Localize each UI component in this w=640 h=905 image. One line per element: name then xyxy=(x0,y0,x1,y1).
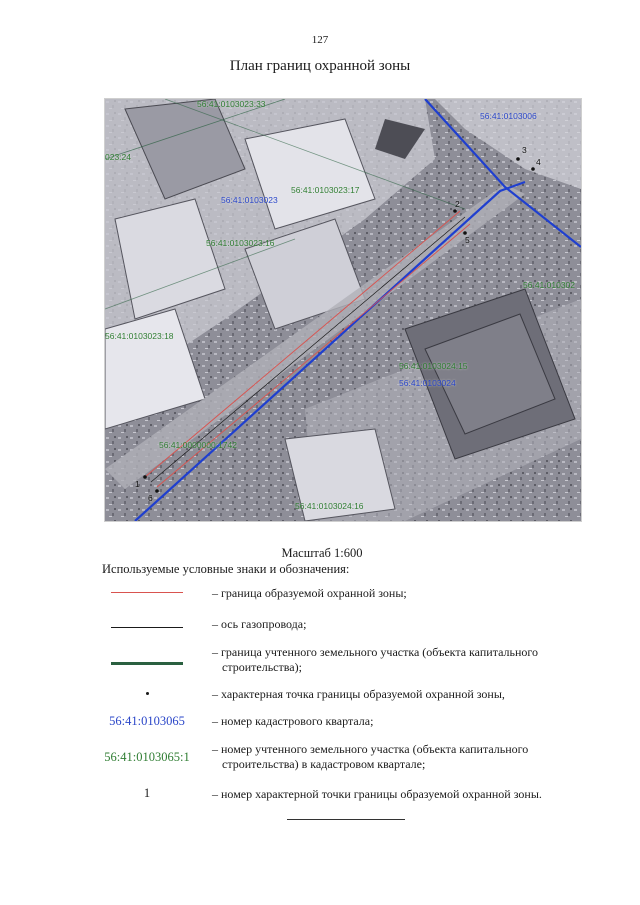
quarter-label: 56:41:0103023 xyxy=(221,195,278,205)
legend-item-text: – номер характерной точки границы образуемой охранной зоны. xyxy=(212,787,542,801)
footer-rule xyxy=(287,819,405,820)
page-number: 127 xyxy=(311,34,329,46)
point-number: 1 xyxy=(135,479,140,489)
parcel-label: 56:41:0103023:17 xyxy=(291,185,360,195)
point-number: 6 xyxy=(148,493,153,503)
legend-symbol-point xyxy=(92,692,202,695)
map-scale: Масштаб 1:600 xyxy=(281,546,363,560)
legend-sample-parcel: 56:41:0103065:1 xyxy=(104,750,190,764)
legend-symbol-parcel-line xyxy=(92,662,202,665)
legend-item-text: – граница учтенного земельного участка (объекта капитального строительства); xyxy=(212,645,539,674)
point-number: 2 xyxy=(455,199,460,209)
legend-item-text: – номер кадастрового квартала; xyxy=(212,714,374,728)
map-canvas xyxy=(105,99,581,521)
point-number: 4 xyxy=(536,157,541,167)
legend-sample-quarter: 56:41:0103065 xyxy=(109,714,185,728)
legend-heading: Используемые условные знаки и обозначения: xyxy=(102,562,350,576)
legend-item-text: – номер учтенного земельного участка (объекта капитального строительства) в кадастровом квартале; xyxy=(212,742,529,771)
parcel-label: 56:41:0000000:1742 xyxy=(159,440,237,450)
legend-symbol-red-line xyxy=(92,592,202,593)
quarter-label: 56:41:0103024 xyxy=(399,378,456,388)
parcel-label: 56:41:0103023:18 xyxy=(105,331,174,341)
page-title: План границ охранной зоны xyxy=(229,58,411,74)
legend-sample-point-number: 1 xyxy=(143,786,151,800)
point-number: 3 xyxy=(522,145,527,155)
quarter-label: 56:41:0103006 xyxy=(480,111,537,121)
boundary-point xyxy=(143,475,147,479)
boundary-point xyxy=(155,489,159,493)
legend-item-text: – ось газопровода; xyxy=(212,617,307,631)
legend-item-text: – граница образуемой охранной зоны; xyxy=(212,586,407,600)
parcel-label: 56:41:010302 xyxy=(523,280,575,290)
point-number: 5 xyxy=(465,235,470,245)
legend-symbol-axis-line xyxy=(92,627,202,628)
parcel-label: 56:41:0103024:16 xyxy=(295,501,364,511)
parcel-label: 56:41:0103024:15 xyxy=(399,361,468,371)
parcel-label: 56:41:0103023:33 xyxy=(197,99,266,109)
parcel-label: 023:24 xyxy=(105,152,131,162)
boundary-point xyxy=(453,209,457,213)
boundary-point xyxy=(516,157,520,161)
legend-item-text: – характерная точка границы образуемой охранной зоны, xyxy=(212,687,505,701)
aerial-map xyxy=(104,98,582,522)
parcel-label: 56:41:0103023:16 xyxy=(206,238,275,248)
boundary-point xyxy=(531,167,535,171)
